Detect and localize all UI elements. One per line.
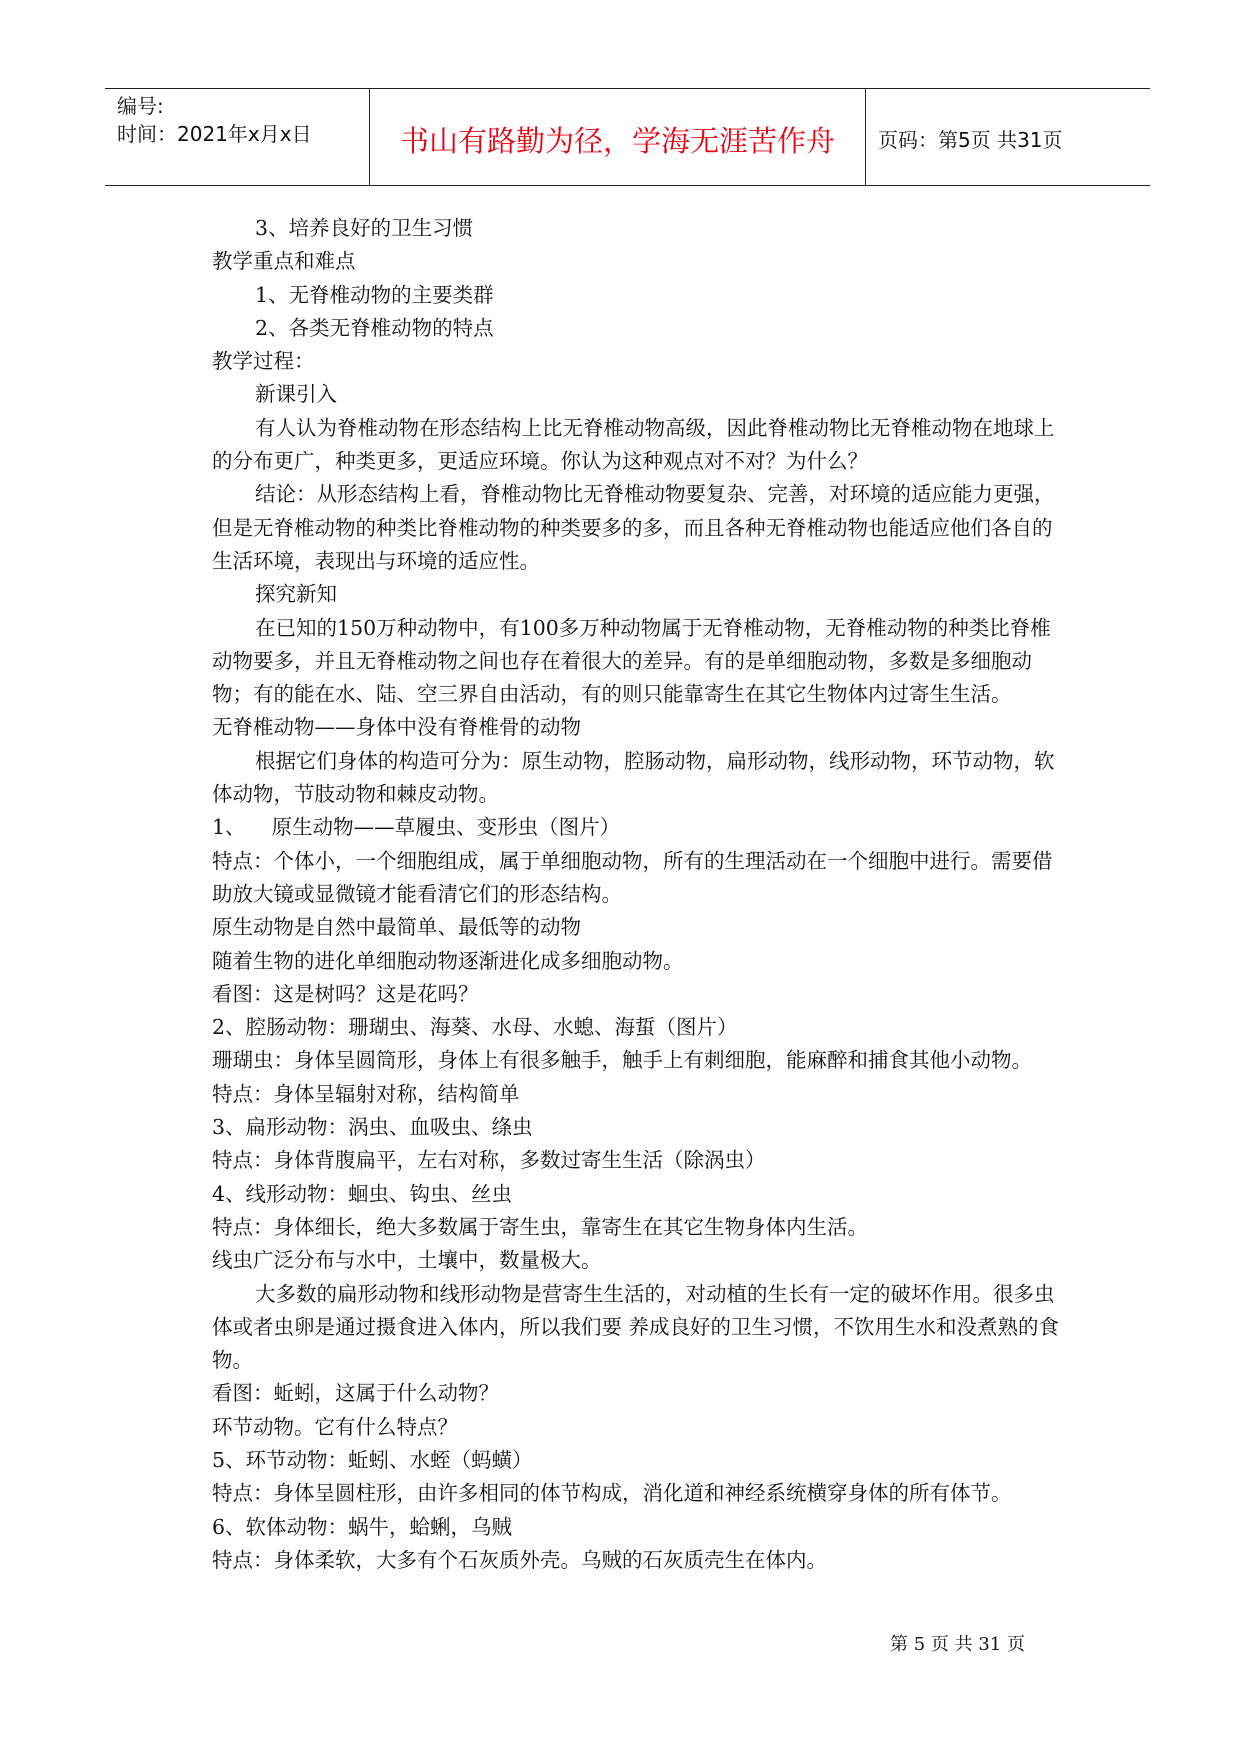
paragraph: 2、各类无脊椎动物的特点 xyxy=(255,315,494,340)
page-footer: 第 5 页 共 31 页 xyxy=(890,1634,1025,1655)
paragraph: 看图：蚯蚓，这属于什么动物？ xyxy=(212,1381,499,1406)
paragraph: 特点：身体呈圆柱形，由许多相同的体节构成，消化道和神经系统横穿身体的所有体节。 xyxy=(212,1481,1012,1506)
paragraph: 随着生物的进化单细胞动物逐渐进化成多细胞动物。 xyxy=(212,948,684,973)
page-header xyxy=(105,88,1150,186)
paragraph: 5、环节动物：蚯蚓、水蛭（蚂蟥） xyxy=(212,1447,533,1472)
paragraph: 原生动物是自然中最简单、最低等的动物 xyxy=(212,915,581,940)
paragraph: 3、培养良好的卫生习惯 xyxy=(255,216,474,240)
paragraph: 新课引入 xyxy=(255,382,338,407)
paragraph: 特点：身体背腹扁平，左右对称，多数过寄生生活（除涡虫） xyxy=(212,1148,766,1173)
paragraph: 1、无脊椎动物的主要类群 xyxy=(255,282,494,307)
document-body xyxy=(212,212,1062,1577)
header-motto: 书山有路勤为径，学海无涯苦作舟 xyxy=(399,124,835,158)
paragraph: 特点：身体细长，绝大多数属于寄生虫，靠寄生在其它生物身体内生活。 xyxy=(212,1214,868,1239)
header-info-cell xyxy=(105,89,369,185)
paragraph: 在已知的150万种动物中，有100多万种动物属于无脊椎动物，无脊椎动物的种类比脊椎动物要多，并且无脊椎动物之间也存在着很大的差异。有的是单细胞动物，多数是多细胞动物；有的能在水、陆、空三界自由活动，有的则只能靠寄生在其它生物体内过寄生生活。 xyxy=(212,615,1051,707)
paragraph: 根据它们身体的构造可分为：原生动物，腔肠动物，扁形动物，线形动物，环节动物，软体动物，节肢动物和棘皮动物。 xyxy=(212,748,1055,807)
paragraph: 2、腔肠动物：珊瑚虫、海葵、水母、水螅、海蜇（图片） xyxy=(212,1015,738,1040)
paragraph: 特点：个体小，一个细胞组成，属于单细胞动物，所有的生理活动在一个细胞中进行。需要借助放大镜或显微镜才能看清它们的形态结构。 xyxy=(212,848,1053,906)
paragraph: 线虫广泛分布与水中，土壤中，数量极大。 xyxy=(212,1248,602,1273)
paragraph: 探究新知 xyxy=(255,582,338,607)
paragraph: 教学过程： xyxy=(212,349,315,374)
paragraph: 无脊椎动物——身体中没有脊椎骨的动物 xyxy=(212,715,581,740)
document-number-label: 编号: xyxy=(117,94,164,118)
paragraph: 大多数的扁形动物和线形动物是营寄生生活的，对动植的生长有一定的破坏作用。很多虫体或者虫卵是通过摄食进入体内，所以我们要 养成良好的卫生习惯，不饮用生水和没煮熟的食物。 xyxy=(212,1281,1060,1373)
paragraph: 教学重点和难点 xyxy=(212,249,356,274)
paragraph: 特点：身体呈辐射对称，结构简单 xyxy=(212,1081,520,1106)
paragraph: 环节动物。它有什么特点？ xyxy=(212,1414,458,1439)
paragraph: 特点：身体柔软，大多有个石灰质外壳。乌贼的石灰质壳生在体内。 xyxy=(212,1547,827,1572)
paragraph: 珊瑚虫：身体呈圆筒形，身体上有很多触手，触手上有刺细胞，能麻醉和捕食其他小动物。 xyxy=(212,1048,1032,1073)
paragraph: 4、线形动物：蛔虫、钩虫、丝虫 xyxy=(212,1181,513,1206)
header-motto-cell xyxy=(369,89,866,185)
header-page-cell xyxy=(866,89,1150,185)
header-page-number: 页码：第5页 共31页 xyxy=(878,128,1063,152)
paragraph: 结论：从形态结构上看，脊椎动物比无脊椎动物要复杂、完善，对环境的适应能力更强，但是无脊椎动物的种类比脊椎动物的种类要多的多，而且各种无脊椎动物也能适应他们各自的生活环境，表现出与环境的适应性。 xyxy=(212,482,1055,573)
paragraph: 3、扁形动物：涡虫、血吸虫、绦虫 xyxy=(212,1115,533,1140)
paragraph: 看图：这是树吗？这是花吗？ xyxy=(212,981,479,1006)
paragraph: 1、 原生动物——草履虫、变形虫（图片） xyxy=(212,815,621,840)
paragraph: 6、软体动物：蜗牛，蛤蜊，乌贼 xyxy=(212,1514,513,1539)
paragraph: 有人认为脊椎动物在形态结构上比无脊椎动物高级，因此脊椎动物比无脊椎动物在地球上的分布更广，种类更多，更适应环境。你认为这种观点对不对？为什么？ xyxy=(212,415,1055,474)
document-time-label: 时间：2021年x月x日 xyxy=(117,122,312,146)
